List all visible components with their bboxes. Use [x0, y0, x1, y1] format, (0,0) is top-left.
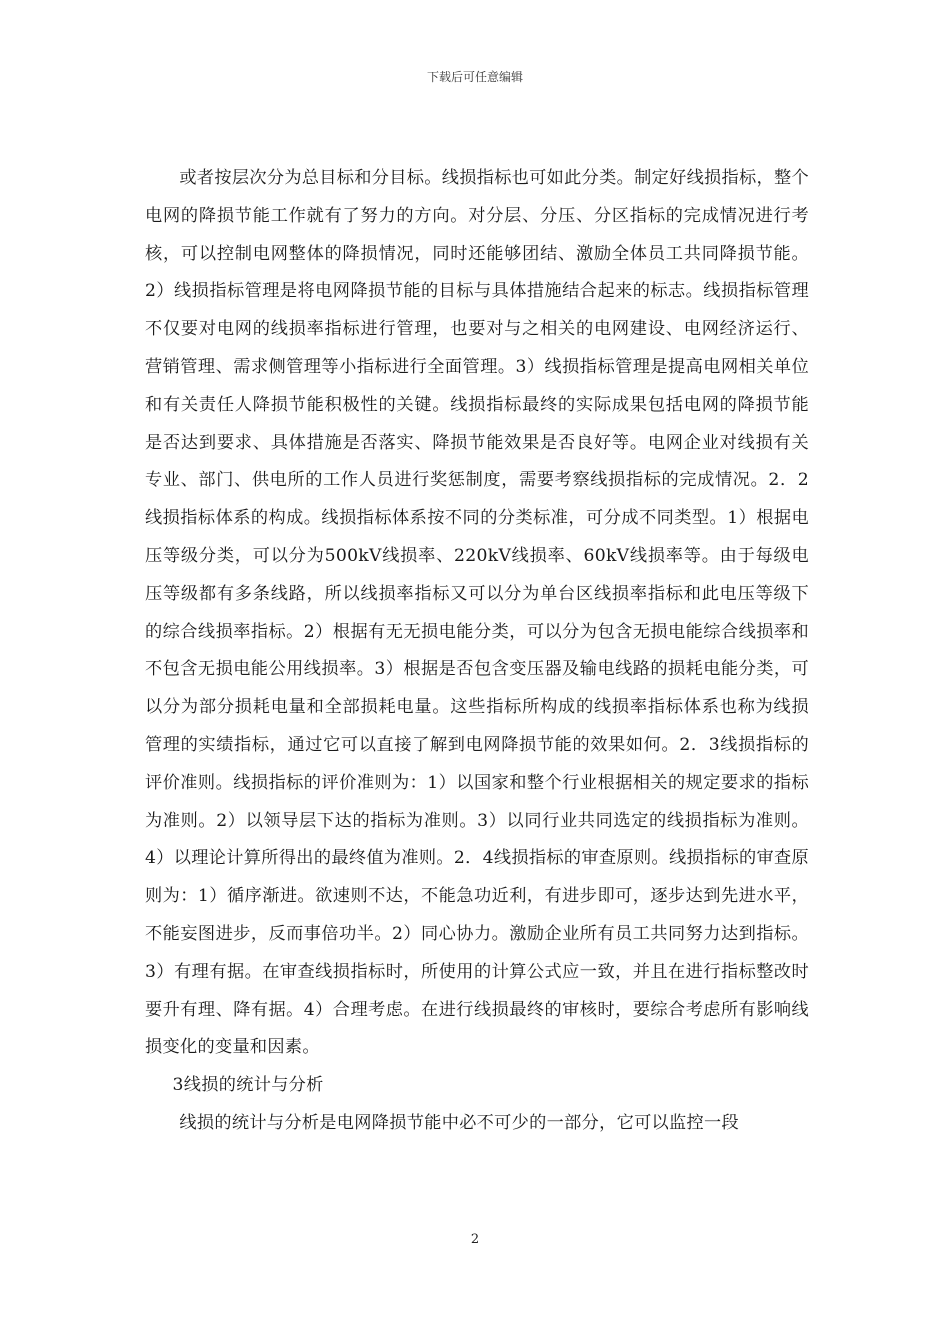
body-paragraph: 线损的统计与分析是电网降损节能中必不可少的一部分，它可以监控一段: [179, 1112, 739, 1133]
page-number: 2: [470, 1232, 480, 1247]
section-heading: 3线损的统计与分析: [172, 1075, 324, 1096]
document-body: [145, 160, 809, 1143]
body-paragraph: 或者按层次分为总目标和分目标。线损指标也可如此分类。制定好线损指标，整个电网的降损节能工作就有了努力的方向。对分层、分压、分区指标的完成情况进行考核，可以控制电网整体的降损情况，同时还能够团结、激励全体员工共同降损节能。2）线损指标管理是将电网降损节能的目标与具体措施结合起来的标志。线损指标管理不仅要对电网的线损率指标进行管理，也要对与之相关的电网建设、电网经济运行、营销管理、需求侧管理等小指标进行全面管理。3）线损指标管理是提高电网相关单位和有关责任人降损节能积极性的关键。线损指标最终的实际成果包括电网的降损节能是否达到要求、具体措施是否落实、降损节能效果是否良好等。电网企业对线损有关专业、部门、供电所的工作人员进行奖惩制度，需要考察线损指标的完成情况。2．2线损指标体系的构成。线损指标体系按不同的分类标准，可分成不同类型。1）根据电压等级分类，可以分为500kV线损率、220kV线损率、60kV线损率等。由于每级电压等级都有多条线路，所以线损率指标又可以分为单台区线损率指标和此电压等级下的综合线损率指标。2）根据有无无损电能分类，可以分为包含无损电能综合线损率和不包含无损电能公用线损率。3）根据是否包含变压器及输电线路的损耗电能分类，可以分为部分损耗电量和全部损耗电量。这些指标所构成的线损率指标体系也称为线损管理的实绩指标，通过它可以直接了解到电网降损节能的效果如何。2．3线损指标的评价准则。线损指标的评价准则为：1）以国家和整个行业根据相关的规定要求的指标为准则。2）以领导层下达的指标为准则。3）以同行业共同选定的线损指标为准则。4）以理论计算所得出的最终值为准则。2．4线损指标的审查原则。线损指标的审查原则为：1）循序渐进。欲速则不达，不能急功近利，有进步即可，逐步达到先进水平，不能妄图进步，反而事倍功半。2）同心协力。激励企业所有员工共同努力达到指标。3）有理有据。在审查线损指标时，所使用的计算公式应一致，并且在进行指标整改时要升有理、降有据。4）合理考虑。在进行线损最终的审核时，要综合考虑所有影响线损变化的变量和因素。: [145, 168, 809, 1058]
page-header: 下载后可任意编辑: [426, 70, 523, 84]
